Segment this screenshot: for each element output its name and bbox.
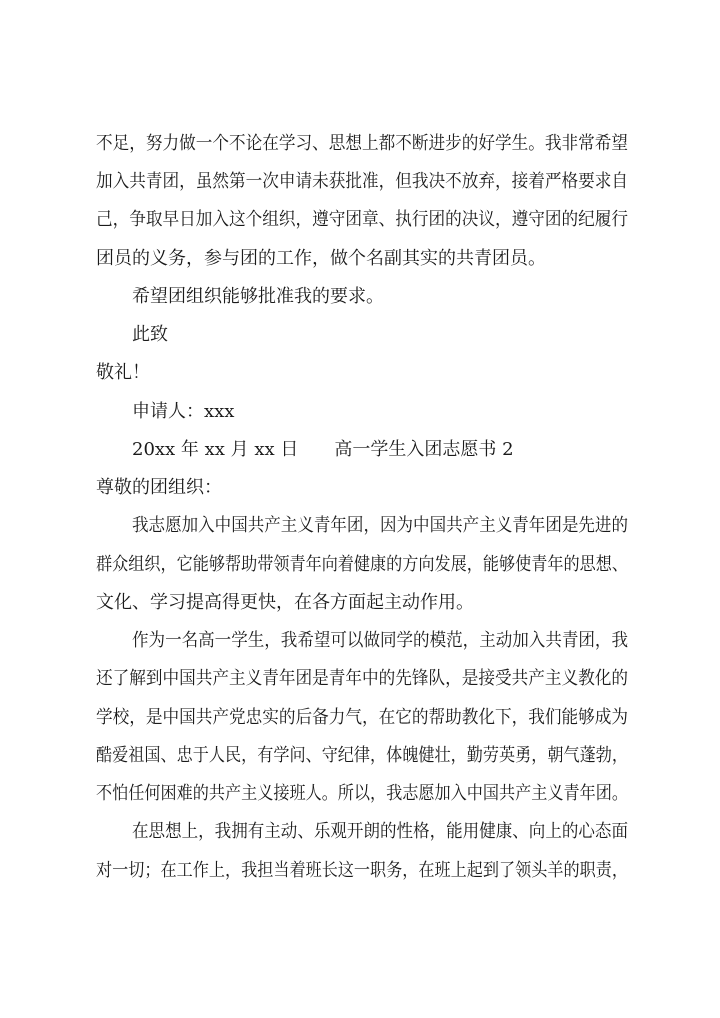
- applicant-name: 申请人：xxx: [132, 401, 235, 422]
- text-line: 己，争取早日加入这个组织，遵守团章、执行团的决议，遵守团的纪履行: [96, 209, 628, 230]
- text-line: 对一切；在工作上，我担当着班长这一职务，在班上起到了领头羊的职责，: [96, 860, 628, 881]
- text-line: 不足，努力做一个不论在学习、思想上都不断进步的好学生。我非常希望: [96, 133, 628, 154]
- text-line: 团员的义务，参与团的工作，做个名副其实的共青团员。: [96, 248, 546, 269]
- text-line: 加入共青团，虽然第一次申请未获批准，但我决不放弃，接着严格要求自: [96, 171, 628, 192]
- text-line: 在思想上，我拥有主动、乐观开朗的性格，能用健康、向上的心态面: [132, 821, 628, 842]
- text-line: 不怕任何困难的共产主义接班人。所以，我志愿加入中国共产主义青年团。: [96, 783, 628, 804]
- text-line: 学校，是中国共产党忠实的后备力气，在它的帮助教化下，我们能够成为: [96, 707, 628, 728]
- text-line: 群众组织，它能够帮助带领青年向着健康的方向发展，能够使青年的思想、: [96, 554, 628, 575]
- text-line: 作为一名高一学生，我希望可以做同学的模范，主动加入共青团，我: [132, 630, 628, 651]
- salutation-jingli: 敬礼！: [96, 362, 150, 383]
- text-line: 我志愿加入中国共产主义青年团，因为中国共产主义青年团是先进的: [132, 515, 628, 536]
- text-line: 文化、学习提高得更快，在各方面起主动作用。: [96, 592, 474, 613]
- text-line: 酷爱祖国、忠于人民，有学问、守纪律，体魄健壮，勤劳英勇，朝气蓬勃，: [96, 745, 628, 766]
- date-and-next-title: 20xx 年 xx 月 xx 日 高一学生入团志愿书 2: [132, 439, 514, 460]
- text-line: 还了解到中国共产主义青年团是青年中的先锋队，是接受共产主义教化的: [96, 668, 628, 689]
- closing-request: 希望团组织能够批准我的要求。: [132, 286, 384, 307]
- salutation-cizhi: 此致: [132, 324, 168, 345]
- greeting: 尊敬的团组织：: [96, 477, 222, 498]
